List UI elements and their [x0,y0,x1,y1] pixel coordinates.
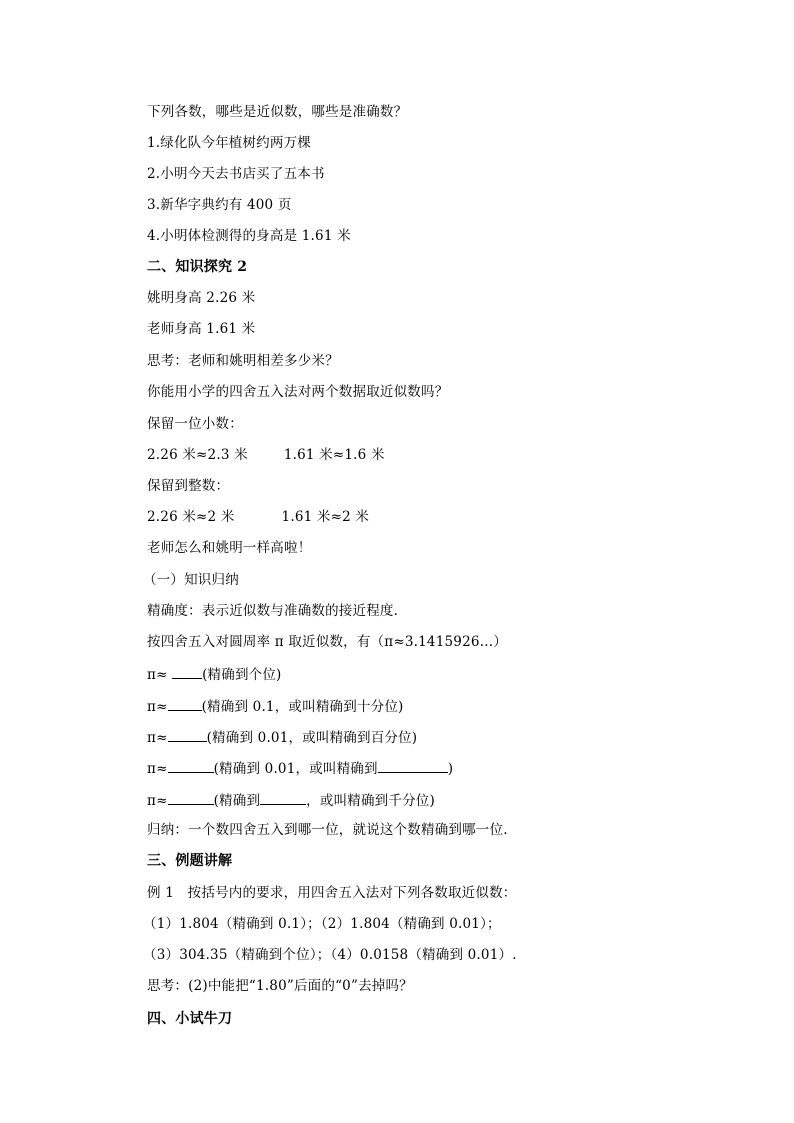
intro-question: 下列各数，哪些是近似数，哪些是准确数？ [147,104,408,120]
pi-line-3 [147,728,417,746]
one-decimal-row [147,447,385,463]
answer-blank[interactable] [168,791,214,805]
answer-blank[interactable] [378,759,448,773]
pi-prefix: π≈ [147,667,173,683]
one-decimal-b: 1.61 米≈1.6 米 [283,447,385,463]
pi-line-4 [147,759,453,777]
summary-heading: （一）知识归纳 [143,572,239,588]
section3-heading: 三、例题讲解 [147,853,233,869]
teacher-height: 老师身高 1.61 米 [147,321,256,337]
pi-prefix: π≈ [147,793,168,809]
intro-item-1: 1.绿化队今年植树约两万棵 [147,135,311,151]
pi-note: (精确到 0.01，或叫精确到 [213,761,378,777]
intro-item-3: 3.新华字典约有 400 页 [147,197,292,213]
precision-definition: 精确度：表示近似数与准确数的接近程度. [147,603,399,619]
example-line-1: （1）1.804（精确到 0.1）；（2）1.804（精确到 0.01）； [143,916,501,932]
answer-blank[interactable] [172,665,202,679]
pi-intro: 按四舍五入对圆周率 π 取近似数，有（π≈3.1415926…） [147,634,508,650]
integer-label: 保留到整数： [147,478,230,494]
answer-blank[interactable] [260,791,306,805]
example-think: 思考：(2)中能把“1.80”后面的“0”去掉吗？ [147,978,413,994]
pi-line-5 [147,791,435,809]
pi-note-2: ，或叫精确到千分位) [306,793,435,809]
pi-prefix: π≈ [147,699,168,715]
answer-blank[interactable] [168,759,214,773]
pi-prefix: π≈ [147,730,168,746]
integer-row [147,509,369,525]
pi-note: (精确到个位) [202,667,282,683]
intro-item-4: 4.小明体检测得的身高是 1.61 米 [147,228,351,244]
pi-prefix: π≈ [147,761,168,777]
think-difference: 思考：老师和姚明相差多少米？ [147,353,339,369]
section2-heading: 二、知识探究 2 [147,259,248,275]
section4-heading: 四、小试牛刀 [147,1011,233,1027]
pi-line-2 [147,697,404,715]
yao-height: 姚明身高 2.26 米 [147,290,256,306]
intro-item-2: 2.小明今天去书店买了五本书 [147,166,325,182]
integer-b: 1.61 米≈2 米 [281,509,370,525]
answer-blank[interactable] [168,728,207,742]
integer-a: 2.26 米≈2 米 [147,509,235,525]
example-line-2: （3）304.35（精确到个位）；（4）0.0158（精确到 0.01）. [143,947,517,963]
pi-note: (精确到 0.01，或叫精确到百分位) [206,730,418,746]
example-1: 例 1 按括号内的要求，用四舍五入法对下列各数取近似数： [147,885,517,901]
answer-blank[interactable] [168,697,202,711]
one-decimal-a: 2.26 米≈2.3 米 [147,447,248,463]
pi-suffix: ) [447,761,454,777]
one-decimal-label: 保留一位小数： [147,416,243,432]
exclaim-line: 老师怎么和姚明一样高啦！ [147,540,312,556]
pi-line-1 [147,665,282,683]
summary-conclusion: 归纳：一个数四舍五入到哪一位，就说这个数精确到哪一位. [147,822,508,838]
pi-note: (精确到 [213,793,261,809]
rounding-question: 你能用小学的四舍五入法对两个数据取近似数吗？ [147,384,449,400]
pi-note: (精确到 0.1，或叫精确到十分位) [201,699,404,715]
